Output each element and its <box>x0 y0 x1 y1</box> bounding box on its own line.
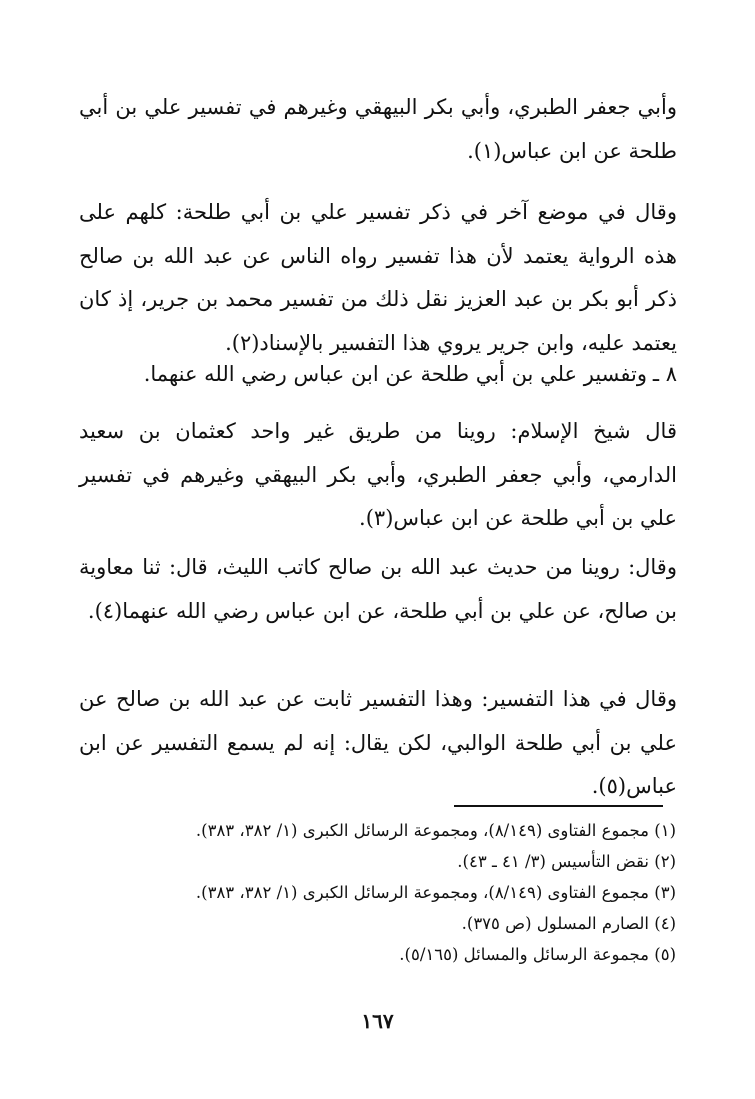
footnote: (٣) مجموع الفتاوى (٨/١٤٩)، ومجموعة الرسائل الكبرى (١/ ٣٨٢، ٣٨٣). <box>195 883 676 902</box>
page-number: ١٦٧ <box>361 1009 394 1033</box>
footnotes-list <box>76 815 676 970</box>
body-paragraph: وقال: روينا من حديث عبد الله بن صالح كاتب الليث، قال: ثنا معاوية بن صالح، عن علي بن أبي طلحة، عن ابن عباس رضي الله عنهما(٤). <box>79 555 677 623</box>
item-heading: وتفسير علي بن أبي طلحة عن ابن عباس رضي الله عنهما. <box>143 362 647 386</box>
body-paragraph: قال شيخ الإسلام: روينا من طريق غير واحد كعثمان بن سعيد الدارمي، وأبي جعفر الطبري، وأبي بكر البيهقي وغيرهم في تفسير علي بن أبي طلحة عن ابن عباس(٣). <box>79 419 677 530</box>
footnote: (٢) نقض التأسيس (٣/ ٤١ ـ ٤٣). <box>457 852 676 871</box>
footnote-divider <box>454 805 663 807</box>
body-paragraph: وقال في هذا التفسير: وهذا التفسير ثابت عن عبد الله بن صالح عن علي بن أبي طلحة الوالبي، لكن يقال: إنه لم يسمع التفسير عن ابن عباس(٥). <box>79 687 677 798</box>
body-paragraph: وأبي جعفر الطبري، وأبي بكر البيهقي وغيرهم في تفسير علي بن أبي طلحة عن ابن عباس(١). <box>79 95 677 163</box>
item-number: ٨ ـ <box>652 362 677 386</box>
footnote: (٤) الصارم المسلول (ص ٣٧٥). <box>461 914 676 933</box>
footnote: (٥) مجموعة الرسائل والمسائل (٥/١٦٥). <box>399 945 676 964</box>
footnote: (١) مجموع الفتاوى (٨/١٤٩)، ومجموعة الرسائل الكبرى (١/ ٣٨٢، ٣٨٣). <box>195 821 676 840</box>
body-paragraph: وقال في موضع آخر في ذكر تفسير علي بن أبي طلحة: كلهم على هذه الرواية يعتمد لأن هذا تفسير رواه الناس عن عبد الله بن صالح ذكر أبو بكر بن عبد العزيز نقل ذلك من تفسير محمد بن جرير، إذ كان يعتمد عليه، وابن جرير يروي هذا التفسير بالإسناد(٢). <box>79 200 677 355</box>
